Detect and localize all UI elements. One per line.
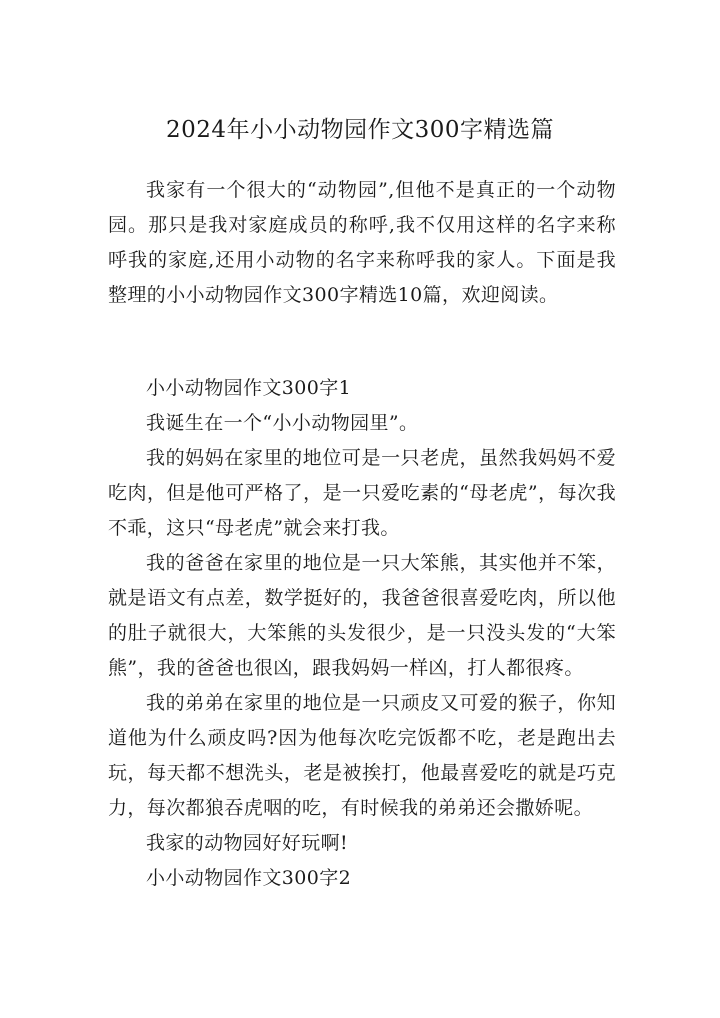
essay-1-paragraph: 我的妈妈在家里的地位可是一只老虎，虽然我妈妈不爱吃肉，但是他可严格了，是一只爱吃素的“母老虎”，每次我不乖，这只“母老虎”就会来打我。 xyxy=(108,447,616,539)
section-spacer xyxy=(108,313,616,371)
essay-1-paragraph: 我的爸爸在家里的地位是一只大笨熊，其实他并不笨，就是语文有点差，数学挺好的，我爸爸很喜爱吃肉，所以他的肚子就很大，大笨熊的头发很少，是一只没头发的“大笨熊”，我的爸爸也很凶，跟我妈妈一样凶，打人都很疼。 xyxy=(108,552,616,679)
essay-2-heading: 小小动物园作文300字2 xyxy=(146,867,352,889)
document-body xyxy=(108,173,616,896)
essay-1-paragraph: 我家的动物园好好玩啊! xyxy=(146,832,349,854)
essay-1-heading: 小小动物园作文300字1 xyxy=(146,377,352,399)
essay-1-paragraph: 我诞生在一个“小小动物园里”。 xyxy=(146,412,419,434)
intro-paragraph: 我家有一个很大的“动物园”,但他不是真正的一个动物园。那只是我对家庭成员的称呼,我不仅用这样的名字来称呼我的家庭,还用小动物的名字来称呼我的家人。下面是我整理的小小动物园作文300字精选10篇，欢迎阅读。 xyxy=(108,179,616,306)
essay-1-paragraph: 我的弟弟在家里的地位是一只顽皮又可爱的猴子，你知道他为什么顽皮吗?因为他每次吃完饭都不吃，老是跑出去玩，每天都不想洗头，老是被挨打，他最喜爱吃的就是巧克力，每次都狼吞虎咽的吃，有时候我的弟弟还会撒娇呢。 xyxy=(108,692,616,819)
document-title: 2024年小小动物园作文300字精选篇 xyxy=(166,117,554,143)
